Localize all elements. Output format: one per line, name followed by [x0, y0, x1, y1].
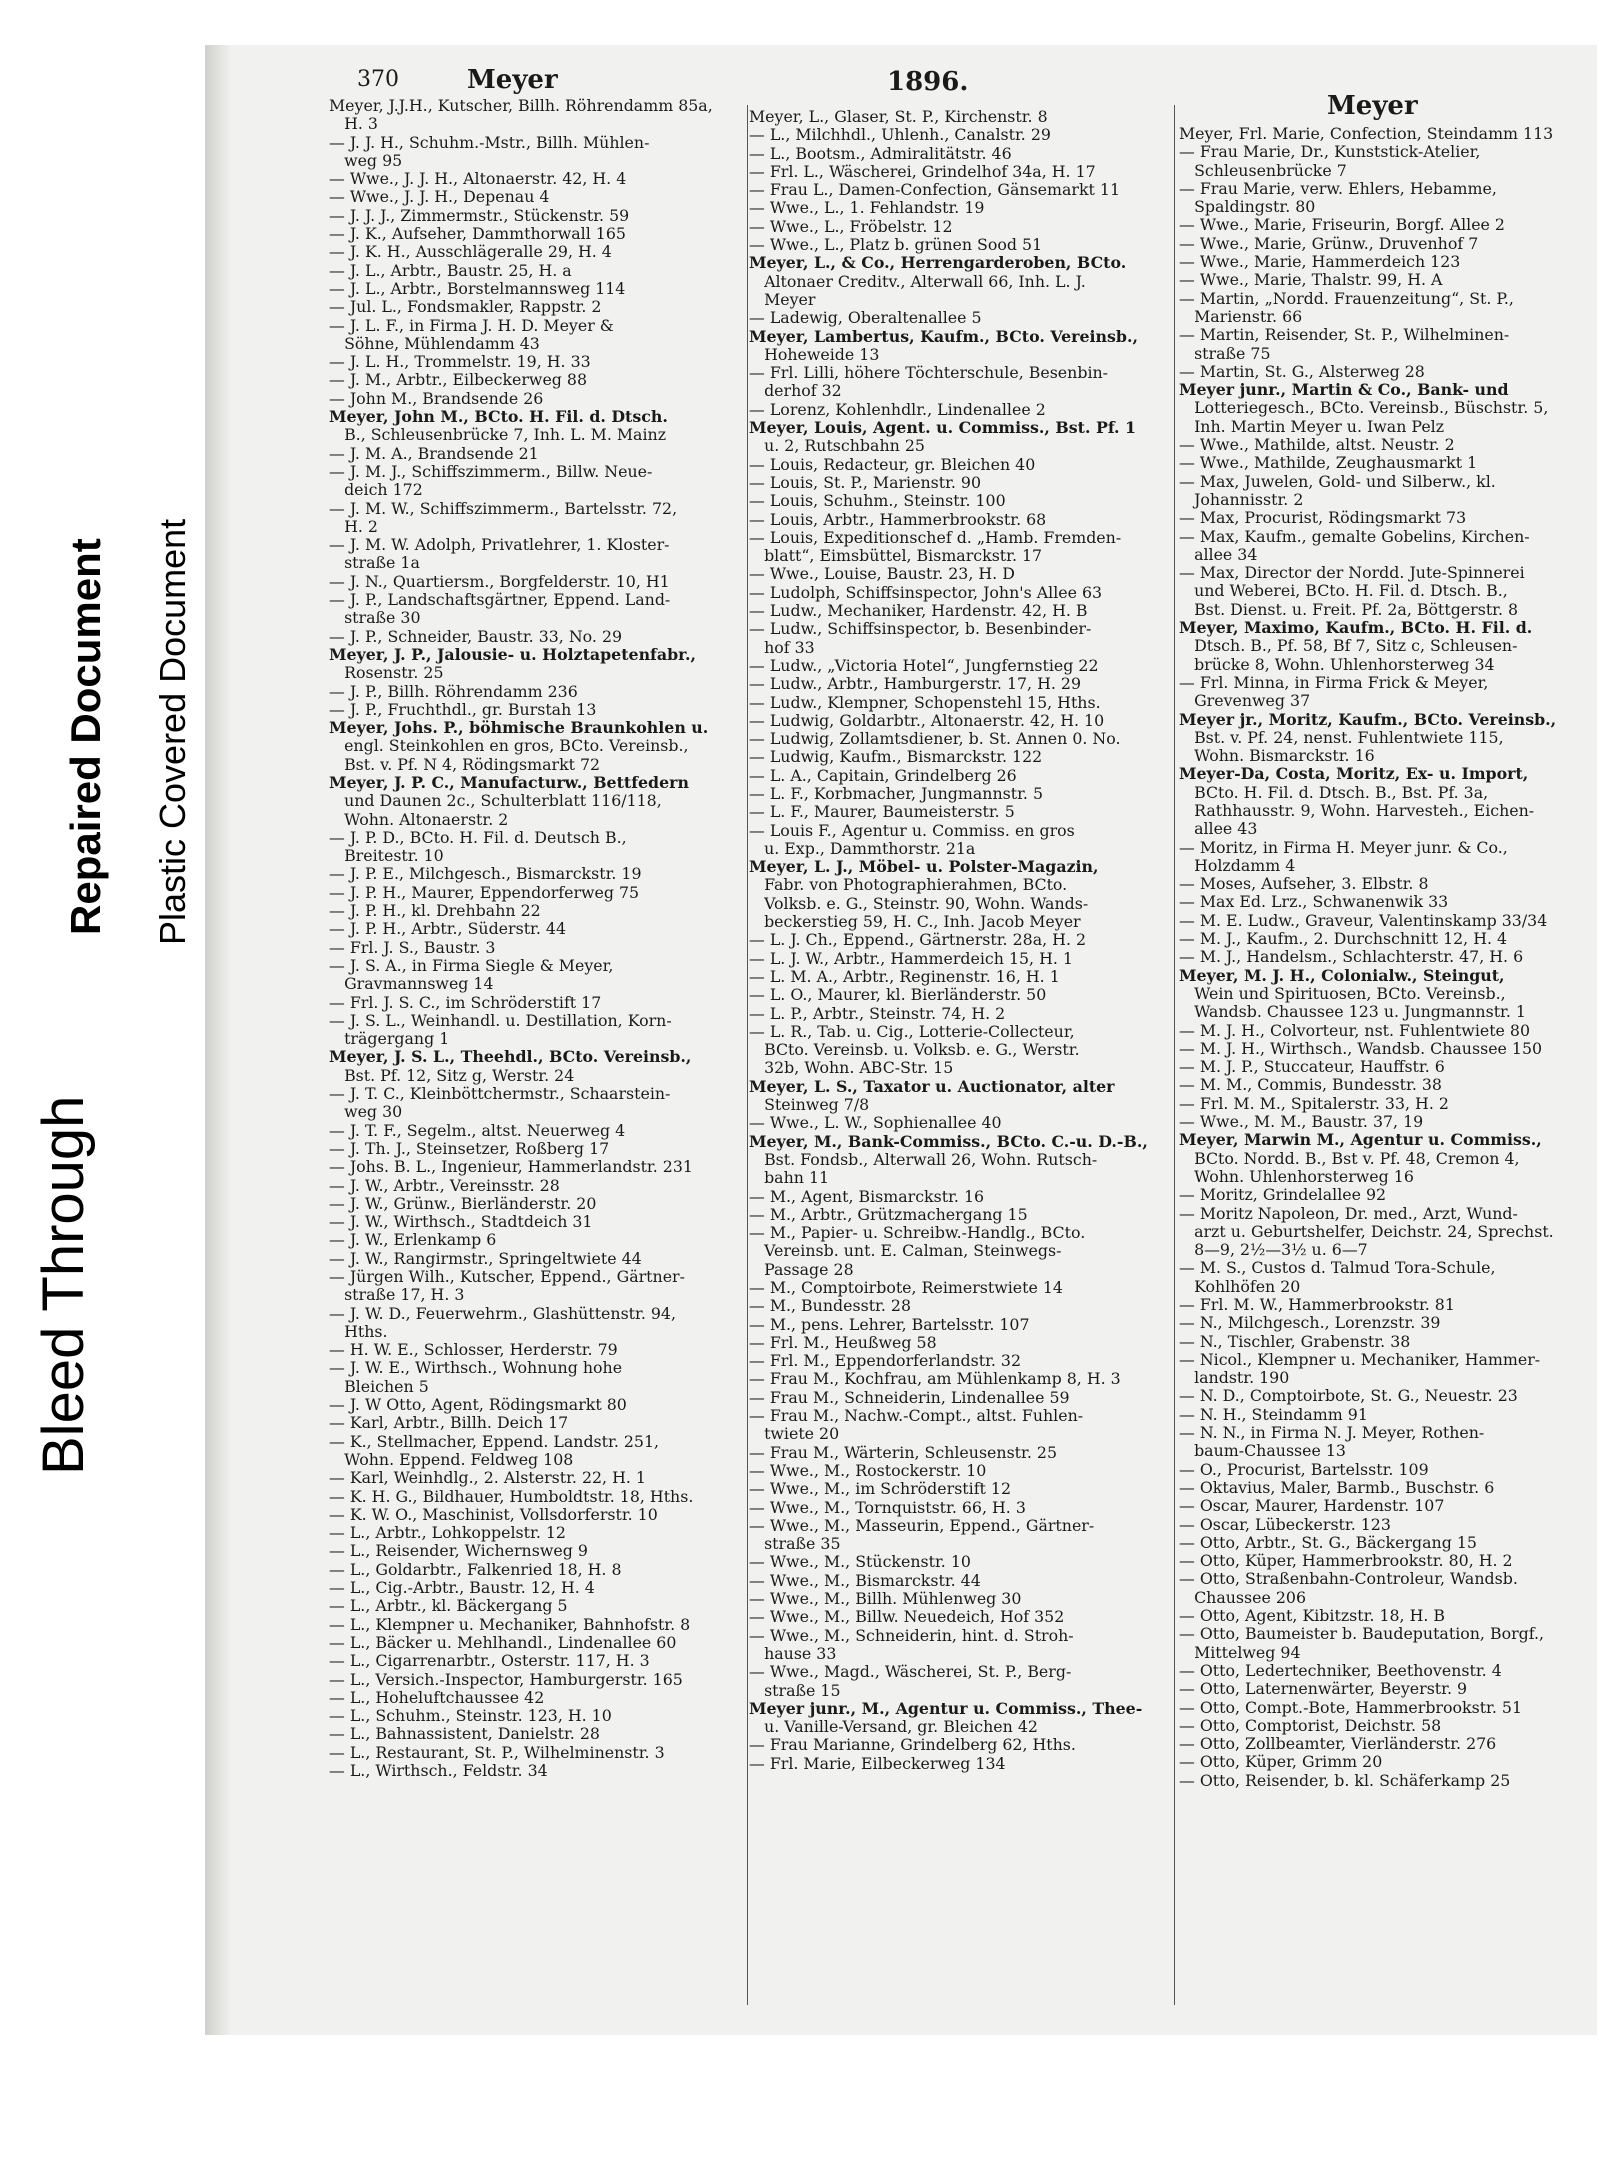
- directory-entry: trägergang 1: [329, 1030, 450, 1049]
- directory-entry: — Moses, Aufseher, 3. Elbstr. 8: [1179, 875, 1429, 894]
- directory-entry: Spaldingstr. 80: [1179, 198, 1316, 217]
- directory-entry: — Frl. Lilli, höhere Töchterschule, Besenbin-: [749, 364, 1109, 383]
- directory-entry: — M. E. Ludw., Graveur, Valentinskamp 33/34: [1179, 911, 1548, 930]
- directory-entry: — Wwe., Mathilde, Zeughausmarkt 1: [1179, 454, 1478, 473]
- directory-entry: — Wwe., Marie, Thalstr. 99, H. A: [1179, 271, 1443, 290]
- directory-entry: — J. S. L., Weinhandl. u. Destillation, Korn-: [329, 1011, 672, 1030]
- directory-entry: — J. M. W., Schiffszimmerm., Bartelsstr. 72,: [329, 499, 678, 518]
- directory-entry: — Wwe., Marie, Hammerdeich 123: [1179, 253, 1461, 272]
- directory-entry: — L. F., Korbmacher, Jungmannstr. 5: [749, 784, 1043, 803]
- directory-entry: Meyer, L., & Co., Herrengarderoben, BCto.: [749, 254, 1127, 273]
- directory-entry: — Wwe., J. J. H., Depenau 4: [329, 188, 550, 207]
- directory-entry: — J. W. E., Wirthsch., Wohnung hohe: [329, 1359, 623, 1378]
- directory-entry: u. 2, Rutschbahn 25: [749, 437, 925, 456]
- directory-entry: Meyer, Maximo, Kaufm., BCto. H. Fil. d.: [1179, 619, 1533, 638]
- directory-entry: Vereinsb. unt. E. Calman, Steinwegs-: [749, 1242, 1062, 1261]
- directory-entry: straße 30: [329, 609, 421, 628]
- directory-entry: — L., Wirthsch., Feldstr. 34: [329, 1762, 548, 1781]
- directory-entry: — L., Cig.-Arbtr., Baustr. 12, H. 4: [329, 1579, 595, 1598]
- directory-entry: — Max, Juwelen, Gold- und Silberw., kl.: [1179, 472, 1496, 491]
- directory-entry: derhof 32: [749, 382, 842, 401]
- directory-entry: Meyer jr., Moritz, Kaufm., BCto. Vereinsb.,: [1179, 710, 1557, 729]
- directory-entry: Lotteriegesch., BCto. Vereinsb., Büschstr. 5,: [1179, 399, 1549, 418]
- directory-entry: — L., Klempner u. Mechaniker, Bahnhofstr. 8: [329, 1615, 691, 1634]
- directory-entry: — J. M. J., Schiffszimmerm., Billw. Neue-: [329, 462, 653, 481]
- directory-entry: — J. P. H., Arbtr., Süderstr. 44: [329, 920, 566, 939]
- directory-entry: straße 17, H. 3: [329, 1286, 465, 1305]
- directory-entry: Meyer, Johs. P., böhmische Braunkohlen u.: [329, 719, 709, 738]
- directory-entry: Mittelweg 94: [1179, 1643, 1301, 1662]
- directory-entry: Marienstr. 66: [1179, 307, 1303, 326]
- directory-entry: Wohn. Uhlenhorsterweg 16: [1179, 1167, 1414, 1186]
- directory-entry: Meyer, Louis, Agent. u. Commiss., Bst. Pf. 1: [749, 419, 1137, 438]
- directory-entry: — L., Arbtr., kl. Bäckergang 5: [329, 1597, 568, 1616]
- directory-entry: — N., Tischler, Grabenstr. 38: [1179, 1332, 1411, 1351]
- directory-entry: — Wwe., J. J. H., Altonaerstr. 42, H. 4: [329, 170, 627, 189]
- directory-entry: arzt u. Geburtshelfer, Deichstr. 24, Sprechst.: [1179, 1222, 1554, 1241]
- directory-entry: — Frau L., Damen-Confection, Gänsemarkt 11: [749, 181, 1121, 200]
- directory-entry: — J. P., Fruchthdl., gr. Burstah 13: [329, 700, 597, 719]
- directory-entry: — Otto, Baumeister b. Baudeputation, Borgf.,: [1179, 1625, 1545, 1644]
- directory-entry: — J. M., Arbtr., Eilbeckerweg 88: [329, 371, 588, 390]
- directory-entry: — L. O., Maurer, kl. Bierländerstr. 50: [749, 986, 1047, 1005]
- directory-entry: — M. J. H., Wirthsch., Wandsb. Chaussee 150: [1179, 1039, 1543, 1058]
- directory-entry: Meyer-Da, Costa, Moritz, Ex- u. Import,: [1179, 765, 1529, 784]
- directory-entry: H. 2: [329, 517, 378, 536]
- directory-entry: Wohn. Eppend. Feldweg 108: [329, 1450, 574, 1469]
- directory-entry: — J. L. F., in Firma J. H. D. Meyer &: [329, 316, 614, 335]
- directory-entry: — J. P. E., Milchgesch., Bismarckstr. 19: [329, 865, 642, 884]
- directory-entry: straße 75: [1179, 344, 1271, 363]
- directory-entry: — Wwe., M., Stückenstr. 10: [749, 1553, 971, 1572]
- directory-entry: baum-Chaussee 13: [1179, 1442, 1346, 1461]
- directory-entry: Breitestr. 10: [329, 847, 444, 866]
- directory-entry: Meyer junr., M., Agentur u. Commiss., Thee-: [749, 1699, 1143, 1718]
- directory-entry: — Wwe., Marie, Grünw., Druvenhof 7: [1179, 234, 1479, 253]
- directory-entry: — Frl. M. M., Spitalerstr. 33, H. 2: [1179, 1094, 1449, 1113]
- directory-entry: — N. H., Steindamm 91: [1179, 1405, 1368, 1424]
- directory-entry: — M. S., Custos d. Talmud Tora-Schule,: [1179, 1259, 1496, 1278]
- directory-entry: — J. T. F., Segelm., altst. Neuerweg 4: [329, 1121, 626, 1140]
- directory-entry: — Frl. M. W., Hammerbrookstr. 81: [1179, 1296, 1455, 1314]
- directory-entry: Hoheweide 13: [749, 345, 880, 364]
- directory-entry: straße 1a: [329, 554, 420, 573]
- directory-column-2: [749, 108, 1169, 1773]
- directory-entry: — Frau Marianne, Grindelberg 62, Hths.: [749, 1736, 1076, 1755]
- directory-entry: Bst. Dienst. u. Freit. Pf. 2a, Böttgerstr. 8: [1179, 600, 1519, 619]
- directory-entry: — Wwe., Magd., Wäscherei, St. P., Berg-: [749, 1663, 1072, 1682]
- directory-entry: — Wwe., L., 1. Fehlandstr. 19: [749, 199, 985, 218]
- directory-entry: — Otto, Küper, Grimm 20: [1179, 1753, 1383, 1772]
- side-label-strip: [0, 0, 205, 2177]
- directory-entry: — L., Milchhdl., Uhlenh., Canalstr. 29: [749, 126, 1051, 145]
- directory-entry: hof 33: [749, 638, 815, 657]
- directory-entry: — Frl. Marie, Eilbeckerweg 134: [749, 1754, 1006, 1773]
- directory-entry: Holzdamm 4: [1179, 856, 1296, 875]
- directory-entry: — Moritz, Grindelallee 92: [1179, 1186, 1387, 1205]
- directory-entry: engl. Steinkohlen en gros, BCto. Vereinsb.,: [329, 737, 689, 756]
- directory-entry: — L., Bahnassistent, Danielstr. 28: [329, 1725, 600, 1744]
- directory-entry: — Otto, Ledertechniker, Beethovenstr. 4: [1179, 1661, 1502, 1680]
- directory-entry: — J. Th. J., Steinsetzer, Roßberg 17: [329, 1139, 610, 1158]
- directory-entry: bahn 11: [749, 1169, 830, 1188]
- directory-entry: — Martin, St. G., Alsterweg 28: [1179, 362, 1425, 381]
- directory-entry: — M. J. P., Stuccateur, Hauffstr. 6: [1179, 1058, 1445, 1077]
- directory-entry: — J. P. H., Maurer, Eppendorferweg 75: [329, 883, 640, 902]
- directory-entry: — J. W., Rangirmstr., Springeltwiete 44: [329, 1249, 642, 1268]
- directory-entry: — M., pens. Lehrer, Bartelsstr. 107: [749, 1315, 1030, 1334]
- directory-entry: Meyer, Lambertus, Kaufm., BCto. Vereinsb.,: [749, 327, 1138, 346]
- directory-entry: — Frl. M., Heußweg 58: [749, 1333, 937, 1352]
- directory-entry: BCto. Vereinsb. u. Volksb. e. G., Werstr.: [749, 1041, 1080, 1060]
- directory-entry: Söhne, Mühlendamm 43: [329, 334, 540, 353]
- directory-entry: Meyer, L. S., Taxator u. Auctionator, alter: [749, 1077, 1115, 1096]
- directory-entry: — M., Papier- u. Schreibw.-Handlg., BCto.: [749, 1224, 1086, 1243]
- directory-entry: — Frl. J. S., Baustr. 3: [329, 938, 496, 957]
- directory-entry: B., Schleusenbrücke 7, Inh. L. M. Mainz: [329, 426, 667, 445]
- directory-entry: — Frau M., Schneiderin, Lindenallee 59: [749, 1388, 1070, 1407]
- column-divider: [1174, 105, 1175, 2005]
- directory-entry: — H. W. E., Schlosser, Herderstr. 79: [329, 1341, 618, 1360]
- directory-entry: Altonaer Creditv., Alterwall 66, Inh. L. J.: [749, 272, 1086, 291]
- directory-entry: hause 33: [749, 1644, 837, 1663]
- directory-entry: — Max Ed. Lrz., Schwanenwik 33: [1179, 893, 1449, 912]
- directory-entry: — Wwe., M., Schneiderin, hint. d. Stroh-: [749, 1626, 1074, 1645]
- directory-entry: und Weberei, BCto. H. Fil. d. Dtsch. B.,: [1179, 582, 1508, 601]
- directory-entry: — Wwe., M., Rostockerstr. 10: [749, 1461, 987, 1480]
- directory-entry: — Frl. Minna, in Firma Frick & Meyer,: [1179, 673, 1489, 692]
- directory-entry: — J. J. J., Zimmermstr., Stückenstr. 59: [329, 206, 630, 225]
- directory-entry: BCto. Nordd. B., Bst v. Pf. 48, Cremon 4,: [1179, 1149, 1520, 1168]
- directory-entry: — L., Hoheluftchaussee 42: [329, 1688, 545, 1707]
- directory-entry: — J. S. A., in Firma Siegle & Meyer,: [329, 956, 614, 975]
- directory-entry: — Karl, Weinhdlg., 2. Alsterstr. 22, H. 1: [329, 1469, 646, 1488]
- directory-entry: — N., Milchgesch., Lorenzstr. 39: [1179, 1314, 1441, 1333]
- directory-entry: Meyer, J.J.H., Kutscher, Billh. Röhrendamm 85a,: [329, 97, 713, 115]
- directory-entry: Meyer, J. P., Jalousie- u. Holztapetenfabr.,: [329, 645, 697, 664]
- directory-entry: Meyer, Marwin M., Agentur u. Commiss.,: [1179, 1131, 1542, 1150]
- directory-entry: — Otto, Agent, Kibitzstr. 18, H. B: [1179, 1607, 1446, 1626]
- directory-entry: — K. H. G., Bildhauer, Humboldtstr. 18, Hths.: [329, 1487, 694, 1506]
- directory-entry: — Louis, Schuhm., Steinstr. 100: [749, 492, 1006, 511]
- directory-entry: — Moritz Napoleon, Dr. med., Arzt, Wund-: [1179, 1204, 1518, 1223]
- directory-entry: — Frl. M., Eppendorferlandstr. 32: [749, 1352, 1022, 1371]
- directory-column-1: [329, 97, 749, 1780]
- directory-entry: — Wwe., M., Billh. Mühlenweg 30: [749, 1590, 1022, 1609]
- directory-entry: — Wwe., Louise, Baustr. 23, H. D: [749, 565, 1015, 584]
- directory-entry: — L. R., Tab. u. Cig., Lotterie-Collecteur,: [749, 1022, 1075, 1041]
- directory-entry: twiete 20: [749, 1425, 840, 1444]
- directory-entry: — L. A., Capitain, Grindelberg 26: [749, 766, 1017, 785]
- directory-entry: — J. T. C., Kleinböttchermstr., Schaarstein-: [329, 1085, 671, 1104]
- directory-entry: — Frau M., Wärterin, Schleusenstr. 25: [749, 1443, 1057, 1462]
- directory-entry: allee 43: [1179, 820, 1258, 839]
- directory-entry: — J. P., Schneider, Baustr. 33, No. 29: [329, 627, 623, 646]
- directory-entry: — Otto, Comptorist, Deichstr. 58: [1179, 1716, 1442, 1735]
- directory-entry: — Karl, Arbtr., Billh. Deich 17: [329, 1414, 569, 1433]
- directory-entry: — Frau M., Nachw.-Compt., altst. Fuhlen-: [749, 1407, 1084, 1426]
- directory-entry: — Louis F., Agentur u. Commiss. en gros: [749, 821, 1075, 840]
- directory-entry: — N. D., Comptoirbote, St. G., Neuestr. 23: [1179, 1387, 1518, 1406]
- directory-entry: Rosenstr. 25: [329, 664, 444, 683]
- directory-entry: — K., Stellmacher, Eppend. Landstr. 251,: [329, 1432, 660, 1451]
- directory-entry: — L. M. A., Arbtr., Reginenstr. 16, H. 1: [749, 967, 1060, 986]
- directory-entry: Wein und Spirituosen, BCto. Vereinsb.,: [1179, 984, 1506, 1003]
- directory-entry: — L. P., Arbtr., Steinstr. 74, H. 2: [749, 1004, 1006, 1023]
- directory-entry: — Otto, Straßenbahn-Controleur, Wandsb.: [1179, 1570, 1518, 1589]
- directory-entry: Bleichen 5: [329, 1377, 429, 1396]
- directory-entry: — John M., Brandsende 26: [329, 389, 544, 408]
- directory-entry: weg 95: [329, 151, 403, 170]
- directory-entry: — Ludolph, Schiffsinspector, John's Allee 63: [749, 583, 1103, 602]
- directory-entry: Meyer, John M., BCto. H. Fil. d. Dtsch.: [329, 408, 668, 427]
- directory-entry: — J. M. W. Adolph, Privatlehrer, 1. Kloster-: [329, 536, 670, 555]
- directory-entry: — Ludwig, Zollamtsdiener, b. St. Annen 0. No.: [749, 730, 1121, 749]
- directory-entry: Meyer, J. S. L., Theehdl., BCto. Vereinsb.,: [329, 1048, 692, 1067]
- directory-entry: — M., Agent, Bismarckstr. 16: [749, 1187, 985, 1206]
- directory-entry: H. 3: [329, 115, 378, 134]
- directory-entry: u. Vanille-Versand, gr. Bleichen 42: [749, 1718, 1038, 1737]
- directory-entry: — Louis, Redacteur, gr. Bleichen 40: [749, 455, 1036, 474]
- directory-entry: — Nicol., Klempner u. Mechaniker, Hammer-: [1179, 1350, 1541, 1369]
- directory-entry: — M., Bundesstr. 28: [749, 1297, 911, 1316]
- directory-entry: — J. L. H., Trommelstr. 19, H. 33: [329, 353, 591, 372]
- directory-entry: — Moritz, in Firma H. Meyer junr. & Co.,: [1179, 838, 1508, 857]
- directory-entry: — Jürgen Wilh., Kutscher, Eppend., Gärtner-: [329, 1268, 685, 1286]
- directory-entry: — Martin, „Nordd. Frauenzeitung“, St. P.,: [1179, 289, 1514, 308]
- directory-entry: — Otto, Küper, Hammerbrookstr. 80, H. 2: [1179, 1552, 1513, 1571]
- directory-entry: — J. M. A., Brandsende 21: [329, 444, 539, 463]
- directory-entry: — Otto, Reisender, b. kl. Schäferkamp 25: [1179, 1771, 1511, 1790]
- directory-entry: Chaussee 206: [1179, 1588, 1306, 1607]
- directory-entry: Schleusenbrücke 7: [1179, 161, 1347, 180]
- directory-entry: u. Exp., Dammthorstr. 21a: [749, 839, 976, 858]
- directory-entry: — J. P. H., kl. Drehbahn 22: [329, 902, 541, 921]
- directory-entry: — Ludwig, Kaufm., Bismarckstr. 122: [749, 748, 1043, 767]
- directory-entry: — Lorenz, Kohlenhdlr., Lindenallee 2: [749, 400, 1046, 419]
- directory-entry: — Ludw., Schiffsinspector, b. Besenbinder-: [749, 620, 1092, 639]
- directory-entry: — L. J. Ch., Eppend., Gärtnerstr. 28a, H. 2: [749, 931, 1087, 950]
- directory-entry: Passage 28: [749, 1260, 854, 1279]
- directory-entry: blatt“, Eimsbüttel, Bismarckstr. 17: [749, 547, 1043, 566]
- directory-entry: — L., Bäcker u. Mehlhandl., Lindenallee 60: [329, 1633, 677, 1652]
- directory-entry: — Otto, Zollbeamter, Vierländerstr. 276: [1179, 1735, 1497, 1754]
- directory-entry: Wohn. Bismarckstr. 16: [1179, 747, 1375, 766]
- directory-entry: — L., Cigarrenarbtr., Osterstr. 117, H. 3: [329, 1652, 650, 1671]
- directory-entry: — Oscar, Lübeckerstr. 123: [1179, 1515, 1391, 1534]
- directory-entry: — N. N., in Firma N. J. Meyer, Rothen-: [1179, 1424, 1485, 1443]
- directory-entry: — Frau Marie, Dr., Kunststick-Atelier,: [1179, 143, 1481, 162]
- directory-entry: — L., Versich.-Inspector, Hamburgerstr. 165: [329, 1670, 683, 1689]
- directory-entry: — Ladewig, Oberaltenallee 5: [749, 309, 982, 328]
- directory-entry: — Wwe., M., Billw. Neuedeich, Hof 352: [749, 1608, 1065, 1627]
- directory-entry: — L., Goldarbtr., Falkenried 18, H. 8: [329, 1560, 622, 1579]
- directory-entry: — Wwe., Mathilde, altst. Neustr. 2: [1179, 436, 1455, 455]
- directory-entry: — Wwe., M., Tornquiststr. 66, H. 3: [749, 1498, 1026, 1517]
- directory-entry: landstr. 190: [1179, 1369, 1290, 1388]
- directory-entry: — Ludw., „Victoria Hotel“, Jungfernstieg 22: [749, 656, 1099, 675]
- directory-entry: beckerstieg 59, H. C., Inh. Jacob Meyer: [749, 913, 1081, 932]
- directory-entry: — Frau M., Kochfrau, am Mühlenkamp 8, H. 3: [749, 1370, 1121, 1389]
- directory-entry: weg 30: [329, 1103, 403, 1122]
- plastic-covered-label: Plastic Covered Document: [152, 518, 193, 945]
- directory-entry: BCto. H. Fil. d. Dtsch. B., Bst. Pf. 3a,: [1179, 783, 1489, 802]
- directory-entry: Dtsch. B., Pf. 58, Bf 7, Sitz c, Schleusen-: [1179, 637, 1518, 656]
- directory-entry: — Frl. J. S. C., im Schröderstift 17: [329, 993, 602, 1012]
- directory-entry: — Frl. L., Wäscherei, Grindelhof 34a, H. 17: [749, 162, 1096, 181]
- directory-entry: deich 172: [329, 481, 423, 500]
- directory-entry: — J. W., Grünw., Bierländerstr. 20: [329, 1194, 597, 1213]
- directory-entry: — M. J., Kaufm., 2. Durchschnitt 12, H. 4: [1179, 930, 1508, 949]
- directory-entry: Inh. Martin Meyer u. Iwan Pelz: [1179, 417, 1445, 436]
- directory-entry: — M., Arbtr., Grützmachergang 15: [749, 1205, 1028, 1224]
- directory-entry: — Johs. B. L., Ingenieur, Hammerlandstr. 231: [329, 1158, 693, 1177]
- directory-entry: — K. W. O., Maschinist, Vollsdorferstr. 10: [329, 1505, 658, 1524]
- directory-entry: — J. N., Quartiersm., Borgfelderstr. 10, H1: [329, 572, 670, 591]
- directory-entry: Volksb. e. G., Steinstr. 90, Wohn. Wands-: [749, 894, 1089, 913]
- bleed-through-label: Bleed Through: [31, 1095, 96, 1475]
- directory-entry: — Louis, St. P., Marienstr. 90: [749, 473, 982, 492]
- directory-entry: — Ludw., Arbtr., Hamburgerstr. 17, H. 29: [749, 675, 1082, 694]
- directory-entry: — Wwe., M., Bismarckstr. 44: [749, 1571, 981, 1590]
- directory-entry: 8—9, 2½—3½ u. 6—7: [1179, 1241, 1368, 1260]
- directory-entry: — Jul. L., Fondsmakler, Rappstr. 2: [329, 298, 602, 317]
- directory-entry: — L., Restaurant, St. P., Wilhelminenstr. 3: [329, 1743, 665, 1762]
- page-number: 370: [357, 67, 399, 92]
- directory-entry: 32b, Wohn. ABC-Str. 15: [749, 1059, 954, 1078]
- directory-entry: — Otto, Compt.-Bote, Hammerbrookstr. 51: [1179, 1698, 1522, 1717]
- directory-column-3: [1179, 125, 1589, 1790]
- directory-entry: — Wwe., Marie, Friseurin, Borgf. Allee 2: [1179, 216, 1505, 235]
- directory-entry: — L. F., Maurer, Baumeisterstr. 5: [749, 803, 1015, 822]
- directory-entry: — J. W Otto, Agent, Rödingsmarkt 80: [329, 1396, 627, 1415]
- directory-entry: — L., Schuhm., Steinstr. 123, H. 10: [329, 1707, 612, 1726]
- directory-entry: — J. P., Landschaftsgärtner, Eppend. Land-: [329, 591, 671, 610]
- directory-entry: — Wwe., L., Platz b. grünen Sood 51: [749, 236, 1043, 255]
- directory-entry: Rathhausstr. 9, Wohn. Harvesteh., Eichen-: [1179, 801, 1535, 820]
- directory-entry: — L., Bootsm., Admiralitätstr. 46: [749, 144, 1012, 163]
- directory-entry: Meyer junr., Martin & Co., Bank- und: [1179, 381, 1509, 400]
- directory-entry: — Wwe., L. W., Sophienallee 40: [749, 1114, 1002, 1133]
- header-left-name: Meyer: [467, 65, 558, 95]
- directory-entry: Gravmannsweg 14: [329, 975, 494, 994]
- directory-entry: — Wwe., M., Masseurin, Eppend., Gärtner-: [749, 1516, 1095, 1535]
- directory-entry: Kohlhöfen 20: [1179, 1277, 1301, 1296]
- directory-entry: — J. L., Arbtr., Baustr. 25, H. a: [329, 261, 572, 280]
- directory-entry: Meyer, L. J., Möbel- u. Polster-Magazin,: [749, 858, 1099, 877]
- directory-entry: — J. W., Wirthsch., Stadtdeich 31: [329, 1213, 593, 1232]
- directory-entry: straße 15: [749, 1681, 841, 1700]
- directory-entry: — J. W., Erlenkamp 6: [329, 1231, 497, 1250]
- directory-entry: brücke 8, Wohn. Uhlenhorsterweg 34: [1179, 655, 1495, 674]
- directory-entry: — J. P. D., BCto. H. Fil. d. Deutsch B.,: [329, 828, 627, 847]
- directory-entry: Fabr. von Photographierahmen, BCto.: [749, 876, 1068, 895]
- directory-entry: Wohn. Altonaerstr. 2: [329, 810, 509, 829]
- directory-entry: — Max, Director der Nordd. Jute-Spinnerei: [1179, 564, 1525, 583]
- directory-entry: — J. W. D., Feuerwehrm., Glashüttenstr. 94,: [329, 1304, 677, 1323]
- directory-entry: — M., Comptoirbote, Reimerstwiete 14: [749, 1279, 1063, 1297]
- directory-entry: — Martin, Reisender, St. P., Wilhelminen-: [1179, 326, 1510, 345]
- repaired-document-label: Repaired Document: [62, 538, 109, 935]
- directory-entry: Bst. Fondsb., Alterwall 26, Wohn. Rutsch-: [749, 1150, 1098, 1169]
- directory-entry: — M. M., Commis, Bundesstr. 38: [1179, 1076, 1442, 1095]
- directory-entry: — M. J., Handelsm., Schlachterstr. 47, H. 6: [1179, 948, 1524, 967]
- directory-entry: — J. J. H., Schuhm.-Mstr., Billh. Mühlen-: [329, 133, 650, 152]
- directory-entry: — Ludw., Klempner, Schopenstehl 15, Hths.: [749, 693, 1101, 712]
- directory-entry: — Oktavius, Maler, Barmb., Buschstr. 6: [1179, 1478, 1495, 1497]
- directory-entry: Hths.: [329, 1322, 388, 1341]
- directory-entry: Wandsb. Chaussee 123 u. Jungmannstr. 1: [1179, 1003, 1526, 1022]
- directory-entry: Steinweg 7/8: [749, 1096, 870, 1115]
- directory-entry: — Otto, Laternenwärter, Beyerstr. 9: [1179, 1680, 1468, 1699]
- directory-entry: — Louis, Arbtr., Hammerbrookstr. 68: [749, 510, 1047, 529]
- directory-entry: straße 35: [749, 1535, 841, 1554]
- directory-entry: — Ludw., Mechaniker, Hardenstr. 42, H. B: [749, 602, 1088, 621]
- directory-entry: — Max, Kaufm., gemalte Gobelins, Kirchen-: [1179, 527, 1530, 546]
- directory-entry: — M. J. H., Colvorteur, nst. Fuhlentwiete 80: [1179, 1021, 1531, 1040]
- directory-entry: Meyer, L., Glaser, St. P., Kirchenstr. 8: [749, 108, 1048, 126]
- directory-entry: — Oscar, Maurer, Hardenstr. 107: [1179, 1497, 1445, 1516]
- directory-entry: Bst. Pf. 12, Sitz g, Werstr. 24: [329, 1066, 575, 1085]
- directory-entry: — J. L., Arbtr., Borstelmannsweg 114: [329, 279, 626, 298]
- directory-entry: — Louis, Expeditionschef d. „Hamb. Fremden-: [749, 528, 1122, 547]
- directory-entry: — Wwe., M., im Schröderstift 12: [749, 1480, 1012, 1499]
- directory-entry: — Otto, Arbtr., St. G., Bäckergang 15: [1179, 1533, 1477, 1552]
- header-year: 1896.: [887, 67, 969, 97]
- directory-entry: — Frau Marie, verw. Ehlers, Hebamme,: [1179, 179, 1497, 198]
- directory-entry: allee 34: [1179, 545, 1258, 564]
- directory-entry: — L. J. W., Arbtr., Hammerdeich 15, H. 1: [749, 949, 1073, 968]
- directory-entry: Meyer, Frl. Marie, Confection, Steindamm 113: [1179, 125, 1554, 143]
- directory-entry: — Ludwig, Goldarbtr., Altonaerstr. 42, H. 10: [749, 711, 1105, 730]
- directory-entry: Bst. v. Pf. N 4, Rödingsmarkt 72: [329, 755, 601, 774]
- directory-entry: — J. K. H., Ausschlägeralle 29, H. 4: [329, 243, 612, 262]
- directory-entry: Meyer, M., Bank-Commiss., BCto. C.-u. D.-B.,: [749, 1132, 1148, 1151]
- directory-entry: — J. W., Arbtr., Vereinsstr. 28: [329, 1176, 560, 1195]
- directory-entry: Johannisstr. 2: [1179, 490, 1304, 509]
- directory-entry: Meyer, M. J. H., Colonialw., Steingut,: [1179, 966, 1505, 985]
- directory-entry: — J. K., Aufseher, Dammthorwall 165: [329, 225, 626, 244]
- directory-entry: — L., Arbtr., Lohkoppelstr. 12: [329, 1524, 566, 1543]
- directory-entry: — Max, Procurist, Rödingsmarkt 73: [1179, 509, 1467, 528]
- directory-entry: — L., Reisender, Wichernsweg 9: [329, 1542, 588, 1561]
- directory-entry: — Wwe., L., Fröbelstr. 12: [749, 217, 953, 236]
- page-edge-shadow: [205, 45, 231, 2035]
- directory-entry: Grevenweg 37: [1179, 692, 1311, 711]
- directory-entry: Meyer: [749, 290, 816, 309]
- directory-entry: Bst. v. Pf. 24, nenst. Fuhlentwiete 115,: [1179, 728, 1504, 747]
- directory-entry: — O., Procurist, Bartelsstr. 109: [1179, 1460, 1429, 1479]
- directory-entry: Meyer, J. P. C., Manufacturw., Bettfedern: [329, 773, 689, 792]
- directory-page: [205, 45, 1597, 2035]
- header-right-name: Meyer: [1327, 91, 1418, 121]
- directory-entry: und Daunen 2c., Schulterblatt 116/118,: [329, 792, 662, 811]
- directory-entry: — J. P., Billh. Röhrendamm 236: [329, 682, 578, 701]
- directory-entry: — Wwe., M. M., Baustr. 37, 19: [1179, 1113, 1424, 1132]
